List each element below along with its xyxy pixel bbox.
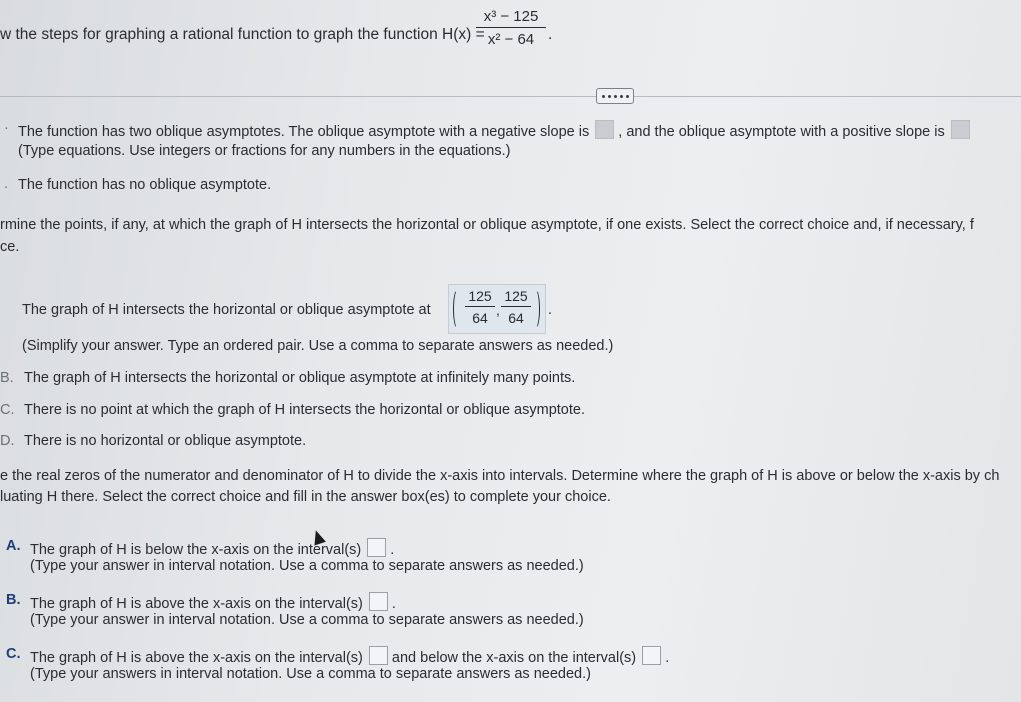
intersect-choice-c-text[interactable]: There is no point at which the graph of H intersects the horizontal or oblique asymptote.: [24, 402, 585, 418]
intervals-choice-a-text: The graph of H is below the x-axis on the interval(s): [30, 542, 362, 558]
intersect-choice-d-text[interactable]: There is no horizontal or oblique asymptote.: [24, 433, 307, 449]
intervals-choice-a-hint: (Type your answer in interval notation. Use a comma to separate answers as needed.): [30, 558, 584, 574]
intersect-choice-c-label[interactable]: C.: [0, 402, 15, 418]
radio-no-oblique[interactable]: .: [4, 176, 9, 192]
fraction-bar: [501, 306, 531, 307]
answer-x-fraction: [465, 288, 495, 326]
choice-b-period: .: [391, 596, 396, 612]
intervals-choice-b-text: The graph of H is above the x-axis on the interval(s): [30, 596, 363, 612]
intervals-choice-c-text: The graph of H is above the x-axis on the interval(s): [30, 650, 363, 666]
intersect-choice-d-label[interactable]: D.: [0, 433, 15, 449]
intersect-prompt-line1: rmine the points, if any, at which the graph of H intersects the horizontal or oblique asymptote, if one exists. Select the correct choice and, if necessary, f: [0, 217, 974, 233]
intervals-choice-b-label[interactable]: B.: [6, 592, 21, 608]
right-paren: [531, 289, 540, 329]
fraction-bar: [465, 306, 495, 307]
denominator: x² − 64: [487, 31, 535, 48]
choice-a-period: .: [390, 542, 395, 558]
answer-y-numerator: 125: [504, 288, 528, 304]
above-interval-input[interactable]: [369, 592, 388, 611]
intervals-choice-a[interactable]: [30, 538, 394, 558]
negative-slope-asymptote-input[interactable]: [595, 120, 614, 139]
answer-y-fraction: [501, 288, 531, 326]
answer-separator: ,: [496, 302, 500, 318]
intervals-prompt-line2: luating H there. Select the correct choice and fill in the answer box(es) to complete your choice.: [0, 489, 611, 505]
intervals-choice-c-mid: and below the x-axis on the interval(s): [391, 650, 637, 666]
question-text: w the steps for graphing a rational function to graph the function H(x) =: [0, 26, 485, 43]
dot-icon: [614, 95, 617, 98]
divider: [0, 96, 1021, 97]
below-interval-input[interactable]: [367, 538, 386, 557]
below-interval-input-c[interactable]: [642, 646, 661, 665]
option-no-oblique-asymptote[interactable]: The function has no oblique asymptote.: [18, 177, 272, 193]
more-button[interactable]: [596, 88, 634, 104]
option-two-asymptotes[interactable]: [18, 120, 970, 140]
option-two-asymptotes-hint: (Type equations. Use integers or fractions for any numbers in the equations.): [18, 143, 511, 159]
intersection-answer-box[interactable]: [448, 284, 546, 334]
intervals-choice-a-label[interactable]: A.: [6, 538, 21, 554]
answer-y-denominator: 64: [508, 310, 524, 326]
function-fraction: [476, 8, 546, 48]
intersect-prompt-line2: ce.: [0, 239, 20, 255]
option-two-asymptotes-mid: , and the oblique asymptote with a positive slope is: [618, 124, 945, 140]
intervals-choice-c[interactable]: [30, 646, 669, 666]
intersect-choice-b-label[interactable]: B.: [0, 370, 14, 386]
answer-x-numerator: 125: [468, 288, 492, 304]
intervals-prompt-line1: e the real zeros of the numerator and denominator of H to divide the x-axis into intervals. Determine where the graph of H is above or below the x-axis by ch: [0, 468, 1000, 484]
intersect-choice-a-text[interactable]: The graph of H intersects the horizontal or oblique asymptote at: [22, 302, 431, 318]
answer-x-denominator: 64: [472, 310, 488, 326]
header-period: .: [548, 26, 553, 43]
intervals-choice-c-hint: (Type your answers in interval notation. Use a comma to separate answers as needed.): [30, 666, 591, 682]
intersect-choice-b-text[interactable]: The graph of H intersects the horizontal or oblique asymptote at infinitely many points.: [24, 370, 576, 386]
above-interval-input-c[interactable]: [369, 646, 388, 665]
dot-icon: [608, 95, 611, 98]
positive-slope-asymptote-input[interactable]: [951, 120, 970, 139]
radio-two-asymptotes[interactable]: ·: [4, 120, 9, 136]
intervals-choice-c-label[interactable]: C.: [6, 646, 21, 662]
fraction-bar: [476, 27, 546, 28]
option-two-asymptotes-text: The function has two oblique asymptotes. The oblique asymptote with a negative slope is: [18, 124, 590, 140]
numerator: x³ − 125: [483, 8, 539, 25]
dot-icon: [620, 95, 623, 98]
intervals-choice-b-hint: (Type your answer in interval notation. Use a comma to separate answers as needed.): [30, 612, 584, 628]
left-paren: [453, 289, 462, 329]
answer-period: .: [548, 302, 553, 318]
choice-c-period: .: [665, 650, 670, 666]
dot-icon: [602, 95, 605, 98]
dot-icon: [626, 95, 629, 98]
intervals-choice-b[interactable]: [30, 592, 396, 612]
intersect-choice-a-hint: (Simplify your answer. Type an ordered pair. Use a comma to separate answers as needed.): [22, 338, 614, 354]
